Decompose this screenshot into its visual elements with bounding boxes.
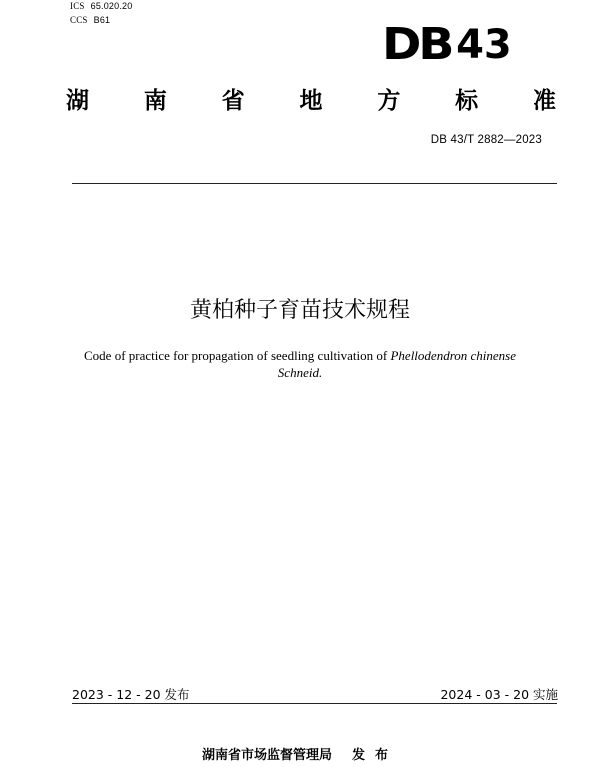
db-logo-mark: DB xyxy=(382,19,452,70)
ccs-code: B61 xyxy=(93,15,111,25)
top-divider xyxy=(72,183,557,184)
publisher-line xyxy=(0,744,600,763)
implementation-date: 2024 - 03 - 20 实施 xyxy=(440,687,558,702)
standard-type-char: 湖 xyxy=(66,88,89,114)
standard-type-char: 南 xyxy=(143,88,167,114)
standard-type-char: 省 xyxy=(221,88,245,114)
standard-number: DB 43/T 2882—2023 xyxy=(430,134,542,146)
document-title-english xyxy=(60,347,540,381)
ccs-label: CCS xyxy=(70,15,88,25)
db43-logo xyxy=(382,19,512,70)
english-title-species: Phellodendron chinense xyxy=(390,348,516,363)
publisher-name: 湖南省市场监督管理局 xyxy=(201,748,332,763)
db-logo-number: 43 xyxy=(456,22,512,68)
english-title-text: Code of practice for propagation of seedling cultivation of xyxy=(84,348,391,363)
standard-type-char: 标 xyxy=(455,88,479,114)
ics-classification xyxy=(70,1,132,11)
bottom-divider xyxy=(72,703,557,704)
standard-type-char: 准 xyxy=(532,88,556,114)
standard-type-heading xyxy=(66,86,556,116)
standard-type-char: 地 xyxy=(299,88,323,114)
publisher-action: 发布 xyxy=(352,748,399,763)
issue-date: 2023 - 12 - 20 发布 xyxy=(72,687,190,702)
ics-label: ICS xyxy=(70,1,85,11)
document-title-chinese: 黄柏种子育苗技术规程 xyxy=(189,298,410,323)
standard-type-char: 方 xyxy=(377,88,401,114)
ics-code: 65.020.20 xyxy=(90,1,133,11)
ccs-classification xyxy=(70,15,110,25)
english-title-authority: Schneid. xyxy=(277,365,323,380)
